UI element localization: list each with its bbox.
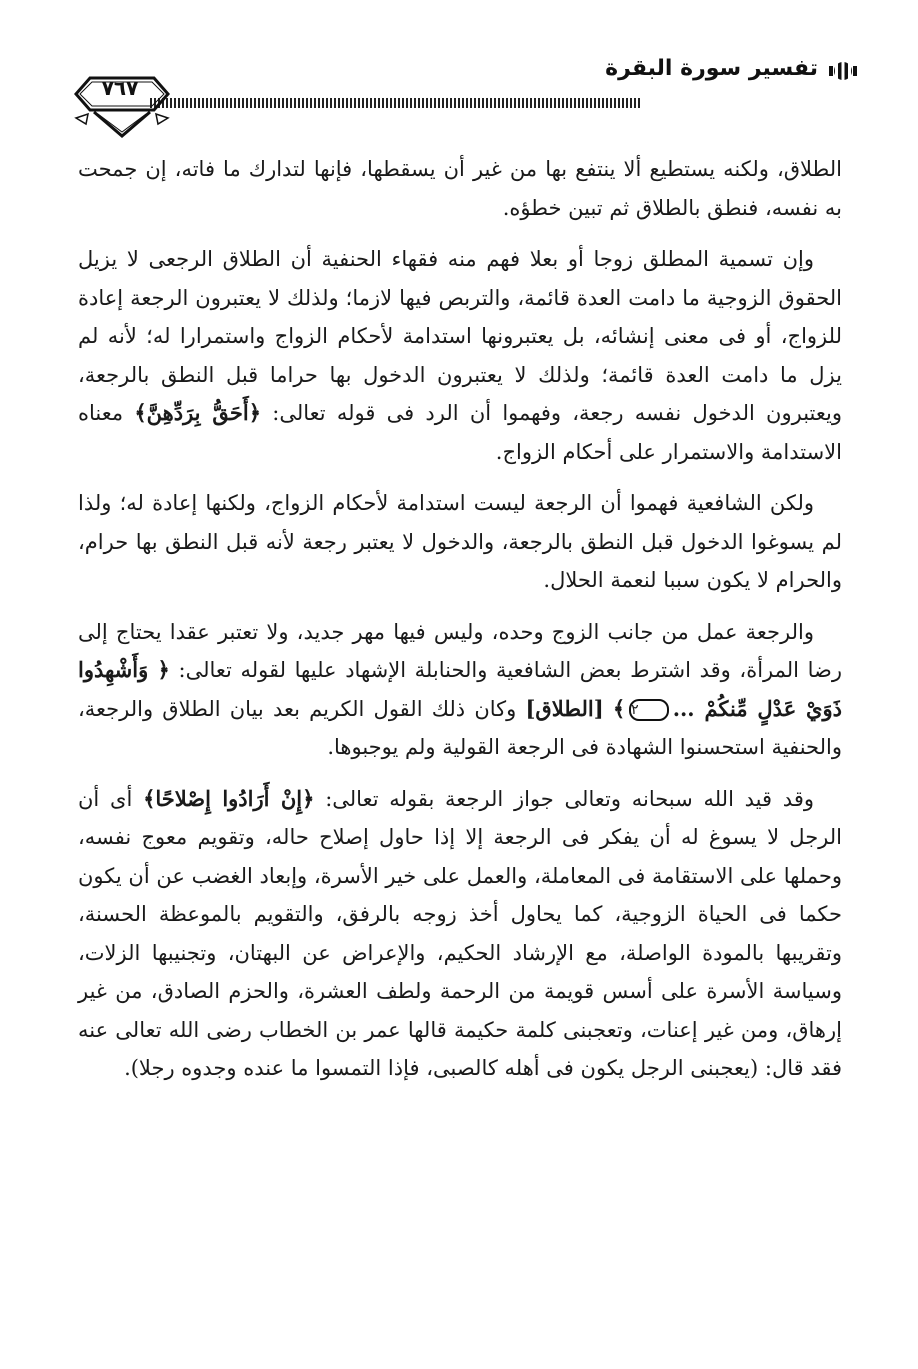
paragraph xyxy=(78,780,842,1088)
quran-quote: ﴿ وَأَشْهِدُوا ذَوَيْ عَدْلٍ مِّنكُمْ ... xyxy=(78,657,842,721)
paragraph: الطلاق، ولكنه يستطيع ألا ينتفع بها من غير أن يسقطها، فإنها لتدارك ما فاته، إن جمحت به نفسه، فنطق بالطلاق ثم تبين خطؤه. xyxy=(78,157,842,220)
paragraph-text: والرجعة عمل من جانب الزوج وحده، وليس فيها مهر جديد، ولا تعتبر عقدا يحتاج إلى رضا المرأة، وقد اشترط بعض الشافعية والحنابلة الإشهاد عليها لقوله تعالى: xyxy=(78,619,843,682)
paragraph-text: وإن تسمية المطلق زوجا أو بعلا فهم منه فقهاء الحنفية أن الطلاق الرجعى لا يزيل الحقوق الزوجية ما دامت العدة قائمة، والتربص فيها لازما؛ ولذلك لا يعتبرون الرجعة إعادة للزواج، أو فى معنى إنشائه، بل يعتبرونها استدامة لأحكام الزواج واستمرارا له؛ لأنه لم يزل ما دامت العدة قائمة؛ ولذلك لا يعتبرون الدخول بها حراما قبل النطق بالرجعة، ويعتبرون الدخول نفسه رجعة، وفهموا أن الرد فى قوله تعالى: xyxy=(78,247,842,425)
paragraph-text: معناه الاستدامة والاستمرار على أحكام الزواج. xyxy=(78,401,842,464)
quran-quote: ﴿إِنْ أَرَادُوا إِصْلاحًا﴾ xyxy=(143,785,315,811)
flower-ornament-icon xyxy=(826,60,860,82)
paragraph xyxy=(78,240,842,471)
quran-quote: ﴿أَحَقُّ بِرَدِّهِنَّ﴾ xyxy=(134,400,262,425)
page-header xyxy=(60,48,860,128)
paragraph-text: وقد قيد الله سبحانه وتعالى جواز الرجعة بقوله تعالى: xyxy=(325,786,815,811)
header-title: تفسير سورة البقرة xyxy=(605,56,818,81)
page-number: ٧٦٧ xyxy=(101,76,139,100)
header-rule xyxy=(150,98,640,108)
paragraph: ولكن الشافعية فهموا أن الرجعة ليست استدامة لأحكام الزواج، ولكنها إعادة له؛ ولذا لم يسوغوا الدخول قبل النطق بالرجعة، والدخول لا يعتبر رجعة لأنه قبل النطق بها حرام، والحرام لا يكون سببا لنعمة الحلال. xyxy=(78,491,842,592)
ayah-number-mark: ٢ xyxy=(629,699,669,721)
page-body xyxy=(78,150,842,1101)
paragraph-text: أى أن الرجل لا يسوغ له أن يفكر فى الرجعة إلا إذا حاول إصلاح حاله، وتقويم معوج نفسه، وحملها على الاستقامة فى المعاملة، والعمل على خير الأسرة، وإبعاد الغضب عن أن يكون حكما فى الحياة الزوجية، كما يحاول أخذ زوجه بالرفق، والتقويم بالموعظة الحسنة، وتقريبها بالمودة الواصلة، مع الإرشاد الحكيم، والإعراض عن البهتان، وتجنيبها الزلات، وسياسة الأسرة على أسس قويمة من الرحمة ولطف العشرة، والحزم الصادق، من غير إرهاق، ومن غير إعنات، وتعجبنى كلمة حكيمة قالها عمر بن الخطاب رضى الله تعالى عنه فقد قال: (يعجبنى الرجل يكون فى أهله كالصبى، فإذا التمسوا ما عنده وجدوه رجلا). xyxy=(78,786,842,1080)
paragraph xyxy=(78,613,842,767)
quran-quote-close: ﴾ xyxy=(612,695,626,721)
surah-reference: [الطلاق] xyxy=(525,695,604,721)
paragraph-text: وكان ذلك القول الكريم بعد بيان الطلاق والرجعة، والحنفية استحسنوا الشهادة فى الرجعة القولية ولم يوجبوها. xyxy=(78,696,842,759)
